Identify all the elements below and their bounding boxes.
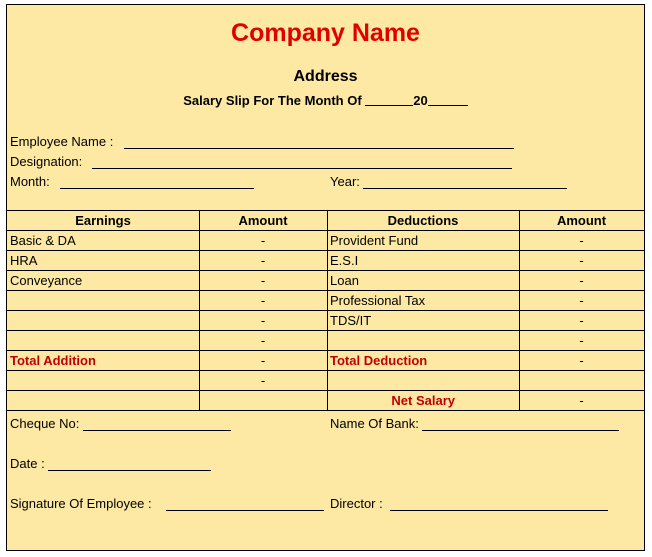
company-name: Company Name (231, 19, 420, 47)
earning-label: Total Addition (10, 353, 96, 368)
year-label: Year: (330, 174, 360, 189)
earning-amount: - (260, 333, 266, 348)
bank-name-field[interactable] (422, 430, 619, 431)
cheque-no-field[interactable] (83, 430, 231, 431)
employee-name-label: Employee Name : (10, 134, 114, 149)
cheque-no-label: Cheque No: (10, 416, 80, 431)
employee-name-field[interactable] (124, 148, 514, 149)
employee-signature-field[interactable] (166, 510, 324, 511)
designation-label: Designation: (10, 154, 83, 169)
table-row-line (7, 230, 644, 231)
earning-label: Basic & DA (10, 233, 76, 248)
slip-year-blank[interactable] (428, 93, 468, 106)
table-row-line (7, 330, 644, 331)
date-label: Date : (10, 456, 45, 471)
earning-amount: - (260, 353, 266, 368)
net-salary-label: Net Salary (391, 393, 455, 408)
deductions-header: Deductions (387, 213, 459, 228)
salary-slip-form (6, 4, 645, 551)
deduction-amount: - (579, 233, 584, 248)
director-label: Director : (330, 496, 383, 511)
company-address: Address (293, 68, 358, 85)
slip-title (7, 93, 644, 108)
date-field[interactable] (48, 470, 211, 471)
deduction-amount: - (579, 253, 584, 268)
earning-amount: - (260, 313, 266, 328)
deduction-label: Professional Tax (330, 293, 426, 308)
deduction-amount: - (579, 333, 584, 348)
table-row-line (7, 210, 644, 211)
year-field[interactable] (363, 188, 567, 189)
table-row-line (7, 350, 644, 351)
slip-title-prefix: Salary Slip For The Month Of (183, 93, 366, 108)
earning-amount: - (260, 253, 266, 268)
table-column-line (327, 210, 328, 410)
bank-name-label: Name Of Bank: (330, 416, 419, 431)
deduction-label: Loan (330, 273, 359, 288)
table-row-line (7, 270, 644, 271)
earning-amount: - (260, 273, 266, 288)
deduction-amount: - (579, 313, 584, 328)
earning-label: HRA (10, 253, 38, 268)
director-signature-field[interactable] (390, 510, 608, 511)
table-row-line (7, 290, 644, 291)
deduction-label: Provident Fund (330, 233, 419, 248)
deduction-label: Total Deduction (330, 353, 428, 368)
table-row-line (7, 310, 644, 311)
month-label: Month: (10, 174, 50, 189)
earning-amount: - (260, 233, 266, 248)
table-row-line (7, 390, 644, 391)
deduction-amount: - (579, 293, 584, 308)
deduction-amount: - (579, 393, 584, 408)
slip-year-prefix: 20 (413, 93, 428, 108)
table-row-line (7, 370, 644, 371)
deductions-amount-header: Amount (556, 213, 607, 228)
earning-amount: - (260, 293, 266, 308)
earnings-amount-header: Amount (238, 213, 288, 228)
month-field[interactable] (60, 188, 254, 189)
table-row-line (7, 250, 644, 251)
deduction-label: E.S.I (330, 253, 359, 268)
slip-month-blank[interactable] (365, 93, 413, 106)
deduction-label: TDS/IT (330, 313, 372, 328)
earnings-header: Earnings (75, 213, 131, 228)
designation-field[interactable] (92, 168, 512, 169)
earning-label: Conveyance (10, 273, 83, 288)
earning-amount: - (260, 373, 266, 388)
employee-signature-label: Signature Of Employee : (10, 496, 152, 511)
deduction-amount: - (579, 273, 584, 288)
table-row-line (7, 410, 644, 411)
deduction-amount: - (579, 353, 584, 368)
